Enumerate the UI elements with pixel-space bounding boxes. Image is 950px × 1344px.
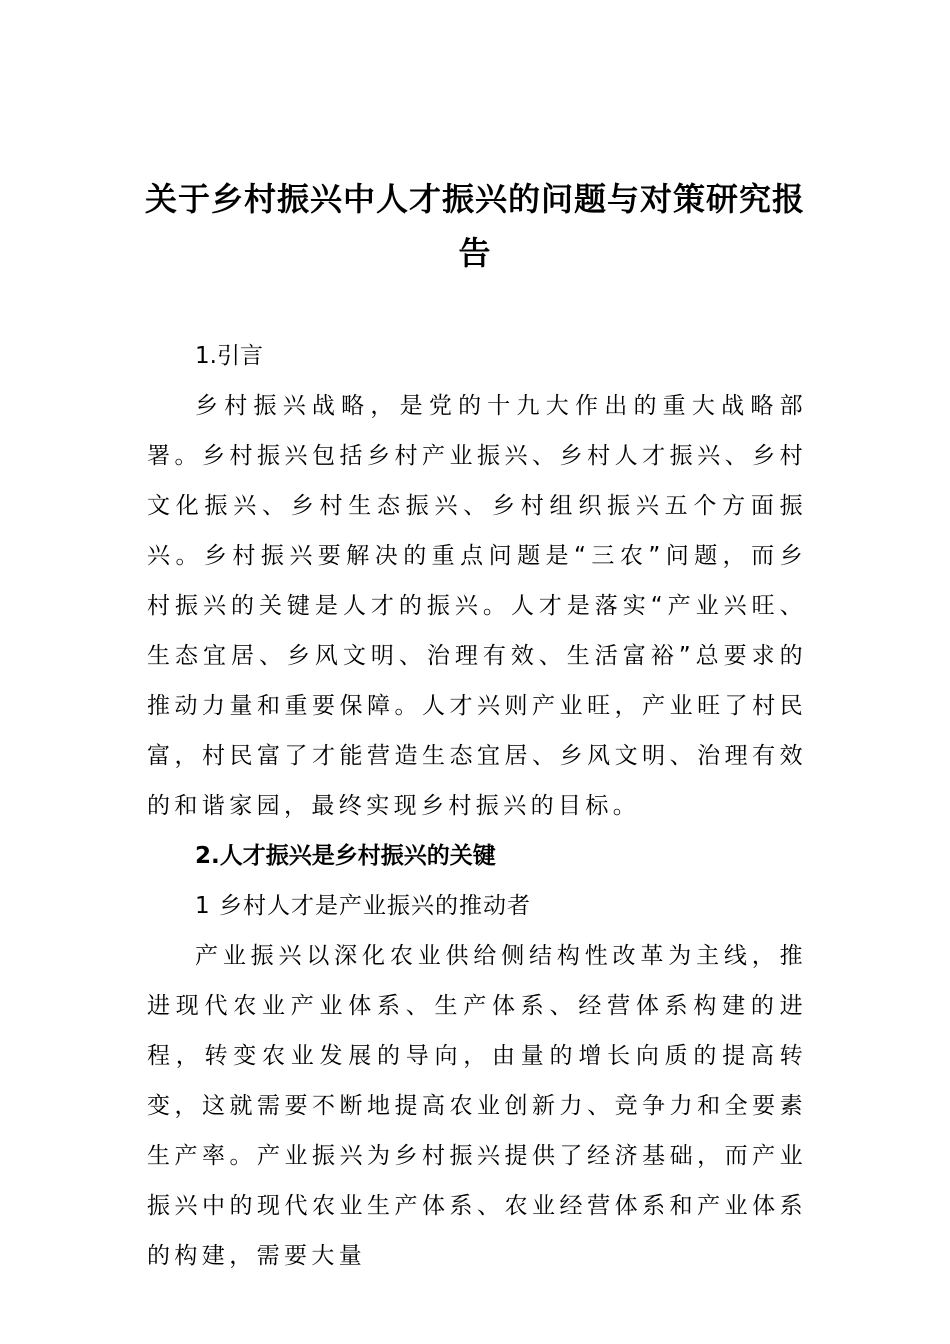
document-body [147,331,807,1281]
section-heading-introduction: 1.引言 [195,343,263,369]
introduction-paragraph: 乡村振兴战略，是党的十九大作出的重大战略部署。乡村振兴包括乡村产业振兴、乡村人才振兴、乡村文化振兴、乡村生态振兴、乡村组织振兴五个方面振兴。乡村振兴要解决的重点问题是“三农”问题，而乡村振兴的关键是人才的振兴。人才是落实“产业兴旺、生态宜居、乡风文明、治理有效、生活富裕”总要求的推动力量和重要保障。人才兴则产业旺，产业旺了村民富，村民富了才能营造生态宜居、乡风文明、治理有效的和谐家园，最终实现乡村振兴的目标。 [147,393,807,819]
industry-revitalization-paragraph: 产业振兴以深化农业供给侧结构性改革为主线，推进现代农业产业体系、生产体系、经营体系构建的进程，转变农业发展的导向，由量的增长向质的提高转变，这就需要不断地提高农业创新力、竞争力和全要素生产率。产业振兴为乡村振兴提供了经济基础，而产业振兴中的现代农业生产体系、农业经营体系和产业体系的构建，需要大量 [147,943,807,1269]
subsection-heading-industry-driver: 1 乡村人才是产业振兴的推动者 [195,893,531,919]
document-title: 关于乡村振兴中人才振兴的问题与对策研究报告 [144,180,805,272]
section-heading-talent-revitalization: 2.人才振兴是乡村振兴的关键 [195,843,496,869]
